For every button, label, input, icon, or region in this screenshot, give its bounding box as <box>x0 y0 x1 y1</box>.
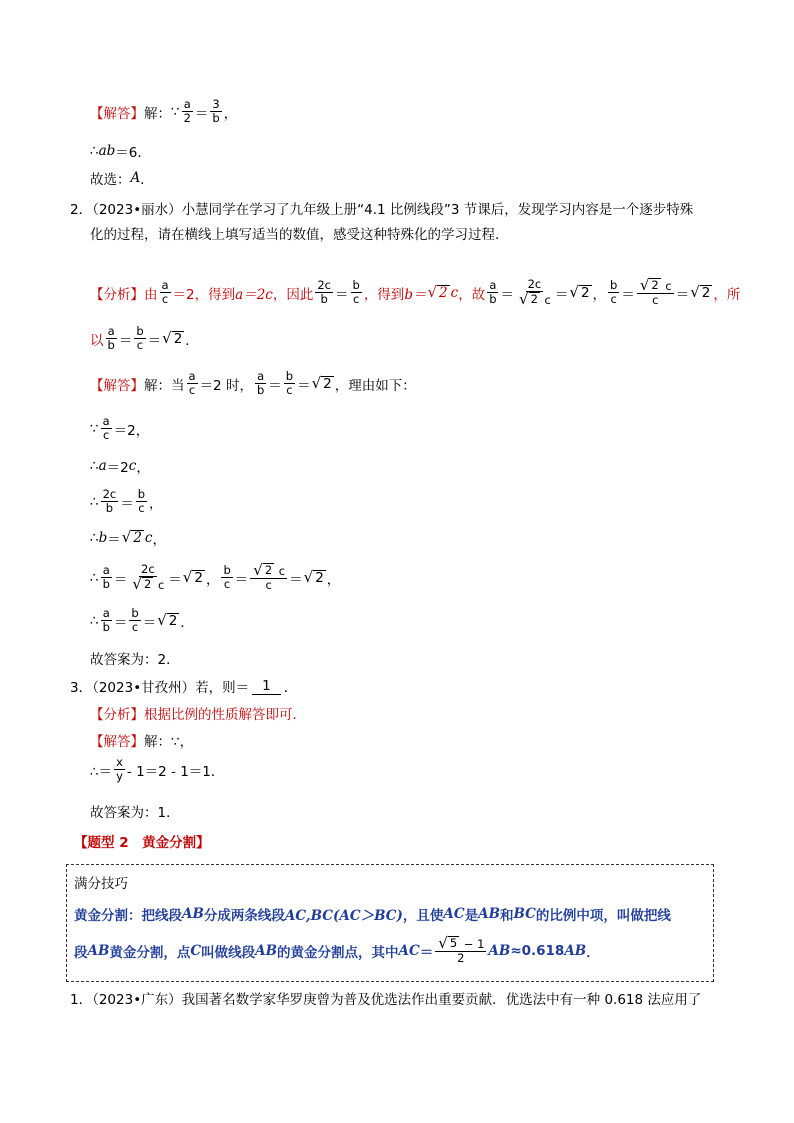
q3-blank: 1 <box>252 678 281 695</box>
fenxi-text-q3: 根据比例的性质解答即可． <box>144 707 306 723</box>
ab-expr: ab <box>98 143 116 159</box>
q2-fenxi-line2: 以 a b ＝ b c ＝ √ 2 ． <box>90 324 199 353</box>
step-a2c: ∴ a ＝2 c ， <box>90 458 150 476</box>
fx-t4: ，故 <box>458 286 486 303</box>
q2-answer: 故答案为：2． <box>90 652 180 668</box>
step-b: ∴ b ＝ √ 2 c ， <box>90 528 166 548</box>
block1-therefore-line <box>90 141 151 161</box>
q2-line1: 2．（2023•丽水）小慧同学在学习了九年级上册“4.1 比例线段”3 节课后，发现学习内容是一个逐步特殊 <box>70 202 694 218</box>
q3-answer: 故答案为：1． <box>90 805 180 821</box>
because-symbol: ∵ <box>171 103 180 120</box>
step-final: ∴ a b ＝ b c ＝ √ 2 ． <box>90 606 194 635</box>
q3-text: 3．（2023•甘孜州）若，则＝ <box>70 680 250 696</box>
q3-line1 <box>70 676 297 696</box>
frac-b-c-2: b c <box>610 278 618 307</box>
q3-fenxi <box>90 703 306 723</box>
q3-therefore-post: - 1＝2 - 1＝1． <box>126 763 225 780</box>
frac-a-c: a c <box>161 278 169 307</box>
q3-therefore <box>90 756 224 783</box>
q2-jieda-line: 【解答】 解：当 a c ＝2 时， a b ＝ b c ＝ √ 2 ，理由如下： <box>90 369 416 398</box>
frac-x-y: x y <box>116 755 123 784</box>
fenxi-tag: 【分析】 <box>90 286 144 303</box>
jd-jie: 解：当 <box>144 377 185 394</box>
choose-end: ． <box>140 172 154 188</box>
fraction-3-b: 3 b <box>212 97 220 126</box>
tip-line2: 段 AB 黄金分割，点 C 叫做线段 AB 的黄金分割点，其中 AC ＝ √ 5 − 1 2 AB ≈0.618 AB ． <box>74 934 600 966</box>
jd-t2: ，理由如下： <box>334 377 416 394</box>
choose-label: 故选： <box>90 172 131 188</box>
q3-therefore-pre: ∴＝ <box>90 763 113 780</box>
q3-jieda <box>90 730 193 750</box>
jieda-tag: 【解答】 <box>90 105 144 122</box>
frac-2c-sqrt2c: 2c √ 2 c <box>519 277 551 309</box>
q2-fenxi-line: 【分析】 由 a c ＝2，得到 a＝2c ，因此 2c b ＝ b c ，得到 b＝ √ 2 c ，故 a b ＝ 2c √ 2 c ＝ √ 2 ， b c ＝ √ 2 c c ＝ √ 2 ， 所 <box>90 276 741 309</box>
frac-sqrt2c-c: √ 2 c c <box>637 278 674 307</box>
choose-value: A <box>130 170 141 186</box>
frac-a-b: a b <box>489 278 497 307</box>
frac-golden: √ 5 − 1 2 <box>435 936 486 965</box>
q4-line1: 1．（2023•广东）我国著名数学家华罗庚曾为普及优选法作出重要贡献．优选法中有一种 0.618 法应用了 <box>70 992 702 1008</box>
q3-end: ． <box>283 680 298 696</box>
jieda-tag-q2: 【解答】 <box>90 377 144 394</box>
fx-suo: 所 <box>726 286 741 303</box>
q2-line2: 化的过程，请在横线上填写适当的数值，感受这种特殊化的学习过程． <box>90 227 509 243</box>
fx-t1: ＝2，得到 <box>172 286 236 303</box>
equals: ＝ <box>194 105 209 122</box>
block1-choose-line <box>90 168 154 188</box>
frac-2c-b: 2c b <box>317 278 331 307</box>
jie-text: 解： <box>144 105 171 122</box>
ab-value: ＝6． <box>115 145 151 161</box>
fx-yi: 以 <box>90 332 104 349</box>
frac-b-c: b c <box>352 278 360 307</box>
fraction-a-2: a 2 <box>183 97 191 126</box>
step-ab-bc: ∴ a b ＝ 2c √ 2 c ＝ √ 2 ， b c ＝ √ 2 c c ＝ √ 2 ， <box>90 561 341 594</box>
sqrt2c: √ 2 <box>427 282 448 301</box>
fx-a2c: a＝2c <box>235 286 273 303</box>
step-2cb: ∴ 2c b ＝ b c ， <box>90 487 163 516</box>
fx-t3: ，得到 <box>363 286 405 303</box>
tip-line1: 黄金分割：把线段 AB 分成两条线段 AC,BC(AC＞BC) ，且使 AC 是 AB 和 BC 的比例中项，叫做把线 <box>74 906 671 924</box>
fx-b: b＝ <box>404 286 427 303</box>
sqrt2: √ 2 <box>569 282 590 301</box>
step-because: ∵ a c ＝2， <box>90 414 150 443</box>
topic2-heading: 【题型 2 黄金分割】 <box>74 835 210 851</box>
comma: ， <box>223 105 238 122</box>
tip-title: 满分技巧 <box>74 876 128 892</box>
jieda-tag-q3: 【解答】 <box>90 734 144 750</box>
block1-jieda-line <box>90 98 237 125</box>
fenxi-tag-q3: 【分析】 <box>90 707 144 723</box>
therefore-symbol: ∴ <box>90 143 99 159</box>
fx-you: 由 <box>144 286 158 303</box>
jd-t1: ＝2 时， <box>199 377 253 394</box>
jieda-text-q3: 解：∵， <box>144 734 194 750</box>
fx-t2: ，因此 <box>272 286 314 303</box>
